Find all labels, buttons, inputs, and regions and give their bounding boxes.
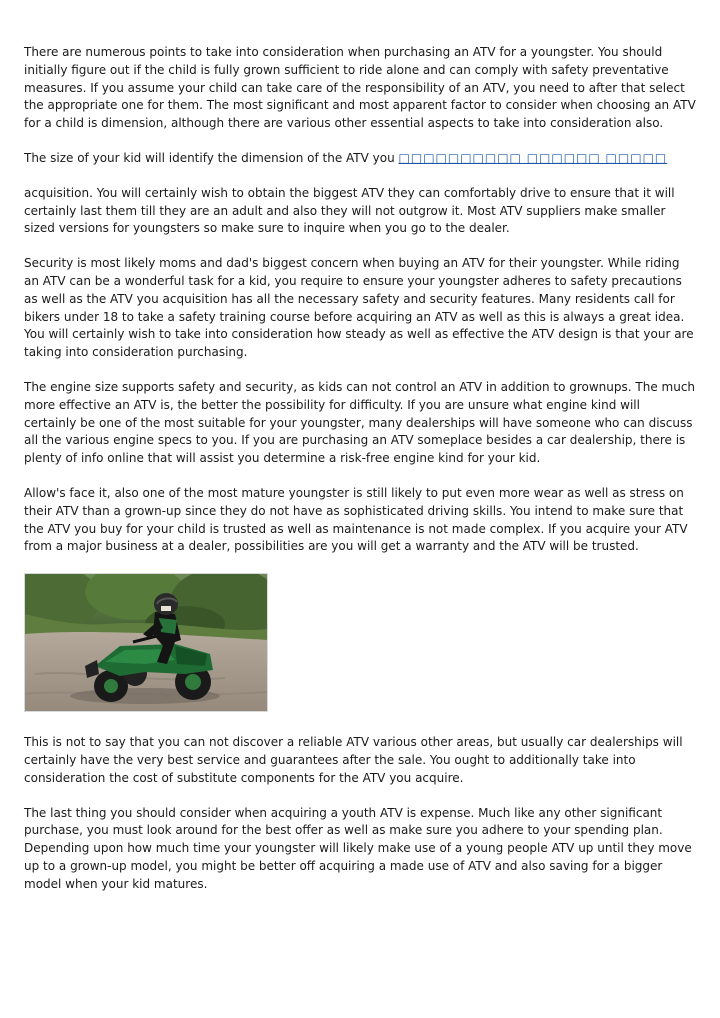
article-link[interactable]: □□□□□□□□□□ □□□□□□ □□□□□	[398, 150, 668, 165]
paragraph-security: Security is most likely moms and dad's biggest concern when buying an ATV for their youngster. While riding an ATV can be a wonderful task for a kid, you require to ensure your youngster adheres to safety precautions as well as the ATV you acquisition has all the necessary safety and security features. Many residents call for bikers under 18 to take a safety training course before acquiring an ATV as well as this is always a great idea. You will certainly wish to take into consideration how steady as well as effective the ATV design is that your are taking into consideration purchasing.	[24, 256, 694, 360]
paragraph-dealership: This is not to say that you can not discover a reliable ATV various other areas, but usually car dealerships will certainly have the very best service and guarantees after the sale. You ought to additionally take into consideration the cost of substitute components for the ATV you acquire.	[24, 735, 683, 785]
paragraph-acquisition: acquisition. You will certainly wish to obtain the biggest ATV they can comfortably drive to ensure that it will certainly last them till they are an adult and also they will not outgrow it. Most ATV suppliers make smaller sized versions for youngsters so make sure to inquire when you go to the dealer.	[24, 185, 675, 236]
atv-photo	[24, 573, 268, 712]
paragraph-expense: The last thing you should consider when acquiring a youth ATV is expense. Much like any other significant purchase, you must look around for the best offer as well as make sure you adhere to your spending plan. Depending upon how much time your youngster will likely make use of a young people ATV up until they move up to a grown-up model, you might be better off acquiring a made use of ATV and also saving for a bigger model when your kid matures.	[24, 805, 692, 891]
paragraph-reliability: Allow's face it, also one of the most mature youngster is still likely to put even more wear as well as stress on their ATV than a grown-up since they do not have as sophisticated driving skills. You intend to make sure that the ATV you buy for your child is trusted as well as maintenance is not made complex. If you acquire your ATV from a major business at a dealer, possibilities are you will get a warranty and the ATV will be trusted.	[24, 485, 688, 554]
paragraph-size-lead	[24, 150, 696, 168]
article-body	[24, 44, 696, 911]
child-riding-atv-photo-icon	[25, 574, 267, 711]
size-lead-text: The size of your kid will identify the dimension of the ATV you	[24, 150, 399, 165]
paragraph-engine: The engine size supports safety and security, as kids can not control an ATV in addition to grownups. The much more effective an ATV is, the better the possibility for difficulty. If you are unsure what engine kind will certainly be one of the most suitable for your youngster, many dealerships will have someone who can discuss all the various engine specs to you. If you are purchasing an ATV someplace besides a car dealership, there is plenty of info online that will assist you determine a risk-free engine kind for your kid.	[24, 379, 696, 466]
paragraph-intro: There are numerous points to take into consideration when purchasing an ATV for a youngster. You should initially figure out if the child is fully grown sufficient to ride alone and can comply with safety preventative measures. If you assume your child can take care of the responsibility of an ATV, you need to after that select the appropriate one for them. The most significant and most apparent factor to consider when choosing an ATV for a child is dimension, although there are various other essential aspects to take into consideration also.	[24, 45, 696, 131]
